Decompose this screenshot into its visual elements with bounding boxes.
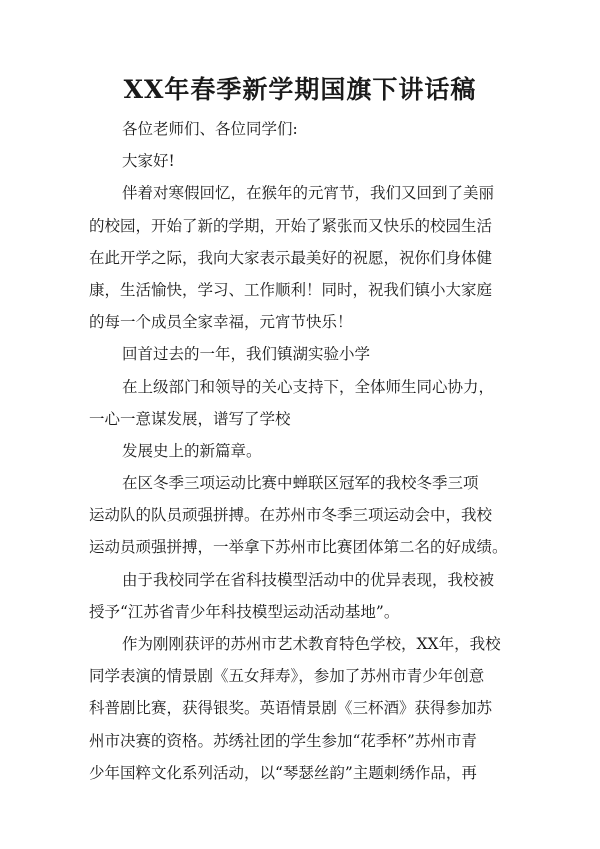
text-line: 同学表演的情景剧《五女拜寿》，参加了苏州市青少年创意	[89, 667, 485, 686]
text-line: 康，生活愉快，学习、工作顺利！同时，祝我们镇小大家庭	[89, 280, 493, 299]
speech-body	[89, 113, 529, 789]
page-title: XX年春季新学期国旗下讲话稿	[123, 75, 477, 104]
text-line-hello: 大家好!	[122, 152, 175, 171]
text-line: 在区冬季三项运动比赛中蝉联区冠军的我校冬季三项	[122, 474, 479, 493]
text-line: 回首过去的一年，我们镇湖实验小学	[122, 345, 371, 364]
text-line: 伴着对寒假回忆，在猴年的元宵节，我们又回到了美丽	[122, 184, 495, 203]
text-line: 科普剧比赛，获得银奖。英语情景剧《三杯酒》获得参加苏	[89, 699, 493, 718]
text-line: 在上级部门和领导的关心支持下，全体师生同心协力，	[122, 377, 495, 396]
text-line: 由于我校同学在省科技模型活动中的优异表现，我校被	[122, 570, 495, 589]
text-line: 少年国粹文化系列活动，以“琴瑟丝韵”主题刺绣作品，再	[89, 763, 477, 782]
text-line: 在此开学之际，我向大家表示最美好的祝愿，祝你们身体健	[89, 248, 493, 267]
text-line: 一心一意谋发展，谱写了学校	[89, 409, 291, 428]
text-line: 运动队的队员顽强拼搏。在苏州市冬季三项运动会中，我校	[89, 506, 493, 525]
text-line-greeting: 各位老师们、各位同学们:	[122, 120, 298, 138]
text-line: 的每一个成员全家幸福，元宵节快乐！	[89, 313, 353, 332]
text-line: 作为刚刚获评的苏州市艺术教育特色学校，XX年，我校	[122, 635, 501, 653]
text-line: 州市决赛的资格。苏绣社团的学生参加“花季杯”苏州市青	[89, 731, 477, 750]
text-line: 授予“江苏省青少年科技模型运动活动基地”。	[89, 602, 400, 621]
text-line: 发展史上的新篇章。	[122, 441, 262, 460]
text-line: 运动员顽强拼搏，一举拿下苏州市比赛团体第二名的好成绩。	[89, 538, 508, 557]
text-line: 的校园，开始了新的学期，开始了紧张而又快乐的校园生活	[89, 216, 493, 235]
